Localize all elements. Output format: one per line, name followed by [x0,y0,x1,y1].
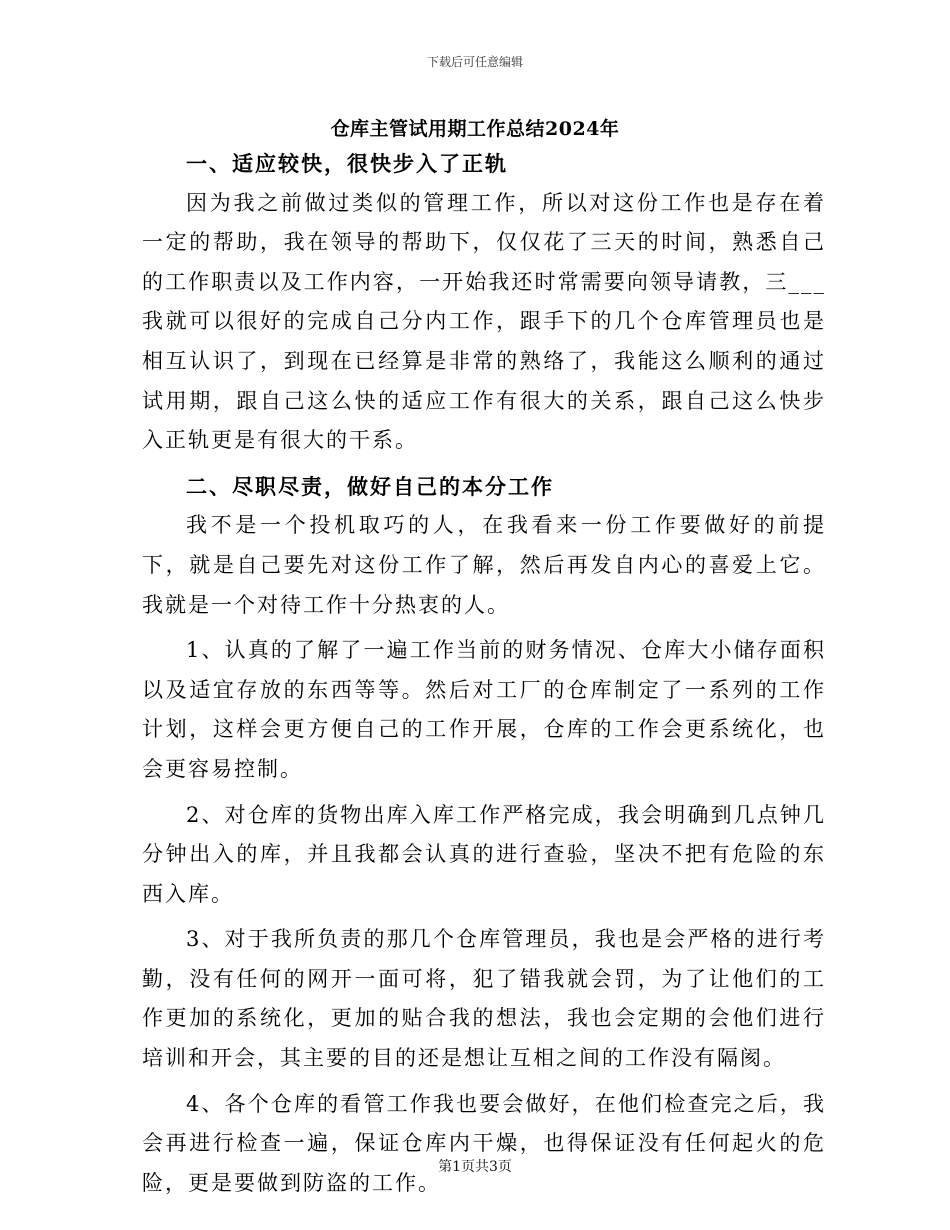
document-title: 仓库主管试用期工作总结2024年 [330,118,620,140]
list-item-2: 2、对仓库的货物出库入库工作严格完成，我会明确到几点钟几分钟出入的库，并且我都会认真的进行查验，坚决不把有危险的东西入库。 [142,802,826,906]
list-item-3: 3、对于我所负责的那几个仓库管理员，我也是会严格的进行考勤，没有任何的网开一面可将，犯了错我就会罚，为了让他们的工作更加的系统化，更加的贴合我的想法，我也会定期的会他们进行培训和开会，其主要的目的还是想让互相之间的工作没有隔阂。 [142,927,826,1071]
section-heading-1: 一、适应较快，很快步入了正轨 [186,151,508,176]
paragraph-1: 因为我之前做过类似的管理工作，所以对这份工作也是存在着一定的帮助，我在领导的帮助下，仅仅花了三天的时间，熟悉自己的工作职责以及工作内容，一开始我还时常需要向领导请教，三___我就可以很好的完成自己分内工作，跟手下的几个仓库管理员也是相互认识了，到现在已经算是非常的熟络了，我能这么顺利的通过试用期，跟自己这么快的适应工作有很大的关系，跟自己这么快步入正轨更是有很大的干系。 [142,190,826,453]
paragraph-2: 我不是一个投机取巧的人，在我看来一份工作要做好的前提下，就是自己要先对这份工作了解，然后再发自内心的喜爱上它。我就是一个对待工作十分热衷的人。 [142,513,826,617]
document-body [142,144,826,1203]
page-number: 第1页共3页 [438,1159,512,1175]
section-heading-2: 二、尽职尽责，做好自己的本分工作 [186,473,554,499]
header-note: 下载后可任意编辑 [426,55,523,69]
list-item-1: 1、认真的了解了一遍工作当前的财务情况、仓库大小储存面积以及适宜存放的东西等等。然后对工厂的仓库制定了一系列的工作计划，这样会更方便自己的工作开展，仓库的工作会更系统化，也会更容易控制。 [142,638,826,781]
list-item-4: 4、各个仓库的看管工作我也要会做好，在他们检查完之后，我会再进行检查一遍，保证仓库内干燥，也得保证没有任何起火的危险，更是要做到防盗的工作。 [142,1091,826,1195]
